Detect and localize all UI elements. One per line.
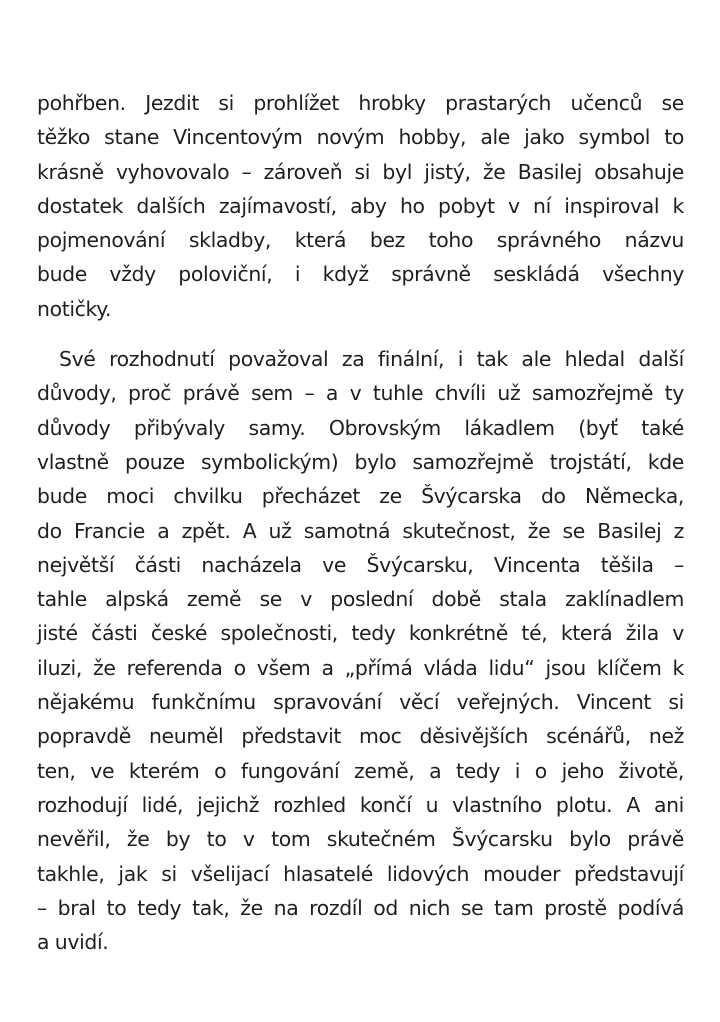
text-line: těžko stane Vincentovým novým hobby, ale jako symbol to [37, 125, 684, 150]
text-line: Své rozhodnutí považoval za finální, i tak ale hledal další [59, 347, 684, 372]
text-line: popravdě neuměl představit moc děsivějších scénářů, než [37, 724, 684, 749]
text-line: vlastně pouze symbolickým) bylo samozřejmě trojstátí, kde [37, 449, 684, 474]
body-text [37, 86, 684, 959]
text-line: takhle, jak si všelijací hlasatelé lidových mouder představují [37, 861, 684, 886]
text-line: důvody přibývaly samy. Obrovským lákadlem (byť také [37, 415, 684, 440]
text-line: notičky. [37, 296, 112, 321]
text-line: pojmenování skladby, která bez toho správného názvu [37, 228, 684, 253]
paragraph-1 [37, 86, 684, 326]
text-line: jisté části české společnosti, tedy konkrétně té, která žila v [37, 621, 684, 646]
paragraph-2 [37, 342, 684, 959]
text-line: nevěřil, že by to v tom skutečném Švýcarsku bylo právě [37, 827, 684, 852]
text-line: tahle alpská země se v poslední době stala zaklínadlem [37, 587, 684, 612]
text-line: iluzi, že referenda o všem a „přímá vláda lidu“ jsou klíčem k [37, 655, 684, 680]
text-line: bude moci chvilku přecházet ze Švýcarska do Německa, [37, 484, 684, 509]
text-line: bude vždy poloviční, i když správně seskládá všechny [37, 262, 684, 287]
text-line: největší části nacházela ve Švýcarsku, Vincenta těšila – [37, 552, 684, 577]
text-line: pohřben. Jezdit si prohlížet hrobky prastarých učenců se [37, 91, 684, 115]
text-line: a uvidí. [37, 930, 109, 955]
text-line: důvody, proč právě sem – a v tuhle chvíli už samozřejmě ty [37, 381, 684, 406]
text-line: dostatek dalších zajímavostí, aby ho pobyt v ní inspiroval k [37, 193, 684, 218]
text-line: nějakému funkčnímu spravování věcí veřejných. Vincent si [37, 690, 684, 715]
text-line: do Francie a zpět. A už samotná skutečnost, že se Basilej z [37, 518, 684, 543]
text-line: rozhodují lidé, jejichž rozhled končí u vlastního plotu. A ani [37, 792, 684, 817]
text-line: krásně vyhovovalo – zároveň si byl jistý, že Basilej obsahuje [37, 159, 684, 184]
text-line: – bral to tedy tak, že na rozdíl od nich se tam prostě podívá [37, 895, 684, 920]
text-line: ten, ve kterém o fungování země, a tedy i o jeho životě, [37, 758, 684, 783]
